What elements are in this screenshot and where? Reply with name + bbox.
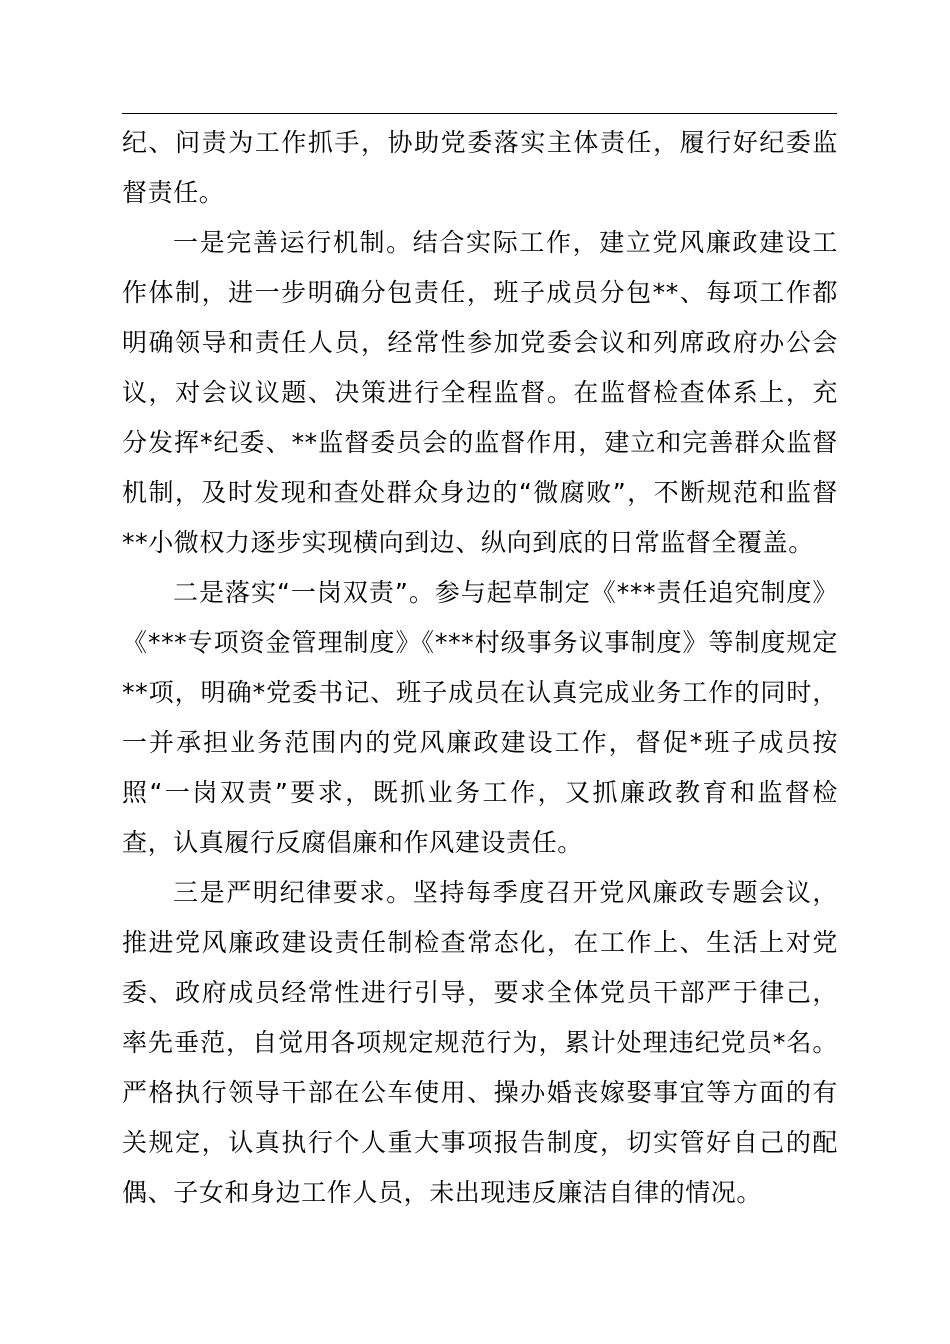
paragraph-operating-mechanism: 一是完善运行机制。结合实际工作，建立党风廉政建设工作体制，进一步明确分包责任，班子成员分包**、每项工作都明确领导和责任人员，经常性参加党委会议和列席政府办公会议，对会议议题、决策进行全程监督。在监督检查体系上，充分发挥*纪委、**监督委员会的监督作用，建立和完善群众监督机制，及时发现和查处群众身边的“微腐败”，不断规范和监督**小微权力逐步实现横向到边、纵向到底的日常监督全覆盖。	[122, 228, 838, 557]
paragraph-dual-responsibility: 二是落实“一岗双责”。参与起草制定《***责任追究制度》《***专项资金管理制度》《***村级事务议事制度》等制度规定**项，明确*党委书记、班子成员在认真完成业务工作的同时，一并承担业务范围内的党风廉政建设工作，督促*班子成员按照“一岗双责”要求，既抓业务工作，又抓廉政教育和监督检查，认真履行反腐倡廉和作风建设责任。	[122, 578, 838, 857]
paragraph-discipline-requirements: 三是严明纪律要求。坚持每季度召开党风廉政专题会议，推进党风廉政建设责任制检查常态化，在工作上、生活上对党委、政府成员经常性进行引导，要求全体党员干部严于律己，率先垂范，自觉用各项规定规范行为，累计处理违纪党员*名。严格执行领导干部在公车使用、操办婚丧嫁娶事宜等方面的有关规定，认真执行个人重大事项报告制度，切实管好自己的配偶、子女和身边工作人员，未出现违反廉洁自律的情况。	[122, 878, 838, 1207]
document-body	[122, 118, 838, 1218]
header-rule	[122, 113, 837, 114]
paragraph-continuation: 纪、问责为工作抓手，协助党委落实主体责任，履行好纪委监督责任。	[122, 128, 838, 207]
